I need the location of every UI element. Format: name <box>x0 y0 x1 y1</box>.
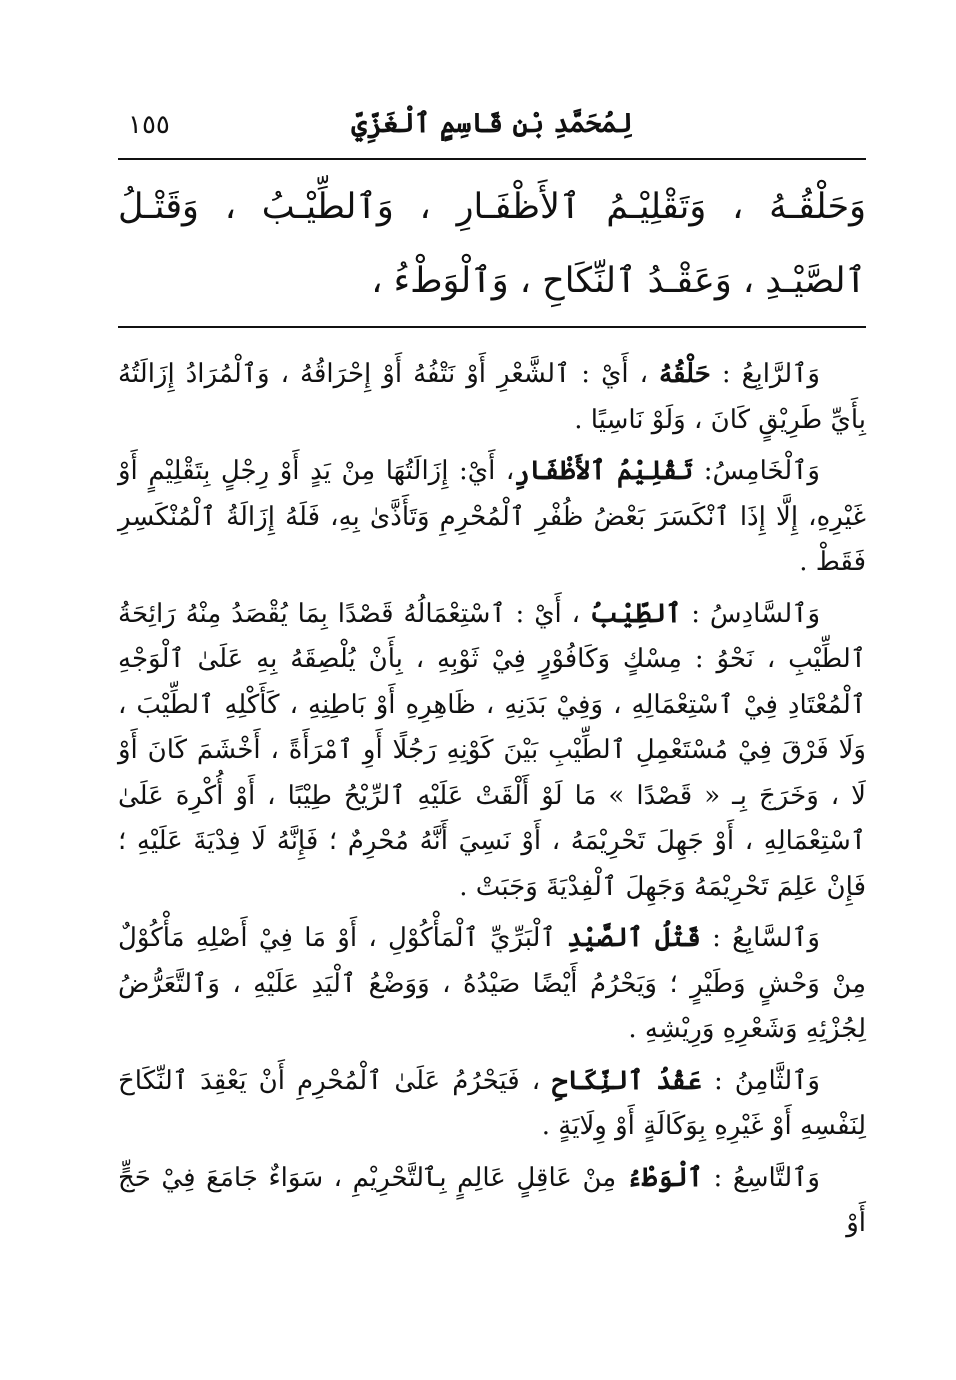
commentary-paragraph-fourth <box>118 352 866 443</box>
paragraph-term: ٱلطِّيْبُ <box>589 598 682 629</box>
header-rule <box>118 158 866 160</box>
paragraph-body: ، أَيْ : ٱلشَّعْرِ أَوْ نَتْفُهُ أَوْ إِحْرَاقُهُ ، وَٱلْمُرَادُ إِزَالَتُهُ بِأَيِّ طَرِيْقٍ كَانَ ، وَلَوْ نَاسِيًا . <box>118 359 866 435</box>
paragraph-term: حَلْقُهُ <box>659 359 711 389</box>
commentary-paragraph-seventh <box>118 916 866 1053</box>
paragraph-lead: وَٱلسَّادِسُ : <box>681 598 821 629</box>
running-header <box>118 100 866 156</box>
paragraph-body: ، أَيْ : ٱسْتِعْمَالُهُ قَصْدًا بِمَا يُقْصَدُ مِنْهُ رَائِحَةُ ٱلطِّيْبِ ، نَحْوُ : مِسْكٍ وَكَافُوْرٍ فِيْ ثَوْبِهِ ، بِأَنْ يُلْصِقَهُ بِهِ عَلَىٰ ٱلْوَجْهِ ٱلْمُعْتَادِ فِيْ ٱسْتِعْمَالِهِ ، وَفِيْ بَدَنِهِ ، ظَاهِرِهِ أَوْ بَاطِنِهِ ، كَأَكْلِهِ ٱلطِّيْبَ ، وَلَا فَرْقَ فِيْ مُسْتَعْمِلِ ٱلطِّيْبِ بَيْنَ كَوْنِهِ رَجُلًا أَوِ ٱمْرَأَةً ، أَخْشَمَ كَانَ أَوْ لَا ، وَخَرَجَ بِـ « قَصْدًا » مَا لَوْ أَلْقَتْ عَلَيْهِ ٱلرِّيْحُ طِيْبًا ، أَوْ أُكْرِهَ عَلَىٰ ٱسْتِعْمَالِهِ ، أَوْ جَهِلَ تَحْرِيْمَهُ ، أَوْ نَسِيَ أَنَّهُ مُحْرِمٌ ؛ فَإِنَّهُ لَا فِدْيَةَ عَلَيْهِ ؛ فَإِنْ عَلِمَ تَحْرِيْمَهُ وَجَهِلَ ٱلْفِدْيَةَ وَجَبَتْ . <box>118 598 866 902</box>
commentary-paragraph-fifth <box>118 449 866 586</box>
paragraph-body: ، فَيَحْرُمُ عَلَىٰ ٱلْمُحْرِمِ أَنْ يَعْقِدَ ٱلنِّكَاحَ لِنَفْسِهِ أَوْ غَيْرِهِ بِوَكَالَةٍ أَوْ وِلَايَةٍ . <box>118 1065 866 1141</box>
paragraph-lead: وَٱلتَّاسِعُ : <box>702 1162 820 1193</box>
paragraph-lead: وَٱلْخَامِسُ: <box>693 456 820 486</box>
paragraph-body: مِنْ عَاقِلٍ عَالِمٍ بِٱلتَّحْرِيْمِ ، سَوَاءٌ جَامَعَ فِيْ حَجٍّ أَوْ <box>118 1162 866 1238</box>
paragraph-lead: وَٱلرَّابِعُ : <box>710 359 820 389</box>
main-text: وَحَلْقُـهُ ، وَتَقْلِيْـمُ ٱلأَظْفَـارِ ، وَٱلطِّيْـبُ ، وَقَتْـلُ ٱلصَّيْـدِ ، وَعَقْـدُ ٱلنِّكَاحِ ، وَٱلْوَطْءُ ، <box>118 187 866 301</box>
commentary-paragraph-eighth <box>118 1059 866 1150</box>
separator-rule <box>118 326 866 328</box>
commentary-paragraph-ninth <box>118 1156 866 1247</box>
paragraph-body: ، أَيْ: إِزَالَتُهَا مِنْ يَدٍ أَوْ رِجْلٍ بِتَقْلِيْمٍ أَوْ غَيْرِهِ، إِلَّا إِذَا ٱنْكَسَرَ بَعْضُ ظُفْرِ ٱلْمُحْرِمِ وَتَأَذَّىٰ بِهِ، فَلَهُ إِزَالَةُ ٱلْمُنْكَسِرِ فَقَطْ . <box>118 456 866 577</box>
paragraph-lead: وَٱلسَّابِعُ : <box>700 923 820 953</box>
paragraph-term: تَقْلِيْمُ ٱلأَظْفَارِ <box>514 456 694 486</box>
page-number: ١٥٥ <box>128 110 170 140</box>
page-header-title: لِمُحَمَّدِ بْنِ قَاسِمٍ ٱلْغَزِّيِّ <box>351 108 633 139</box>
commentary-paragraph-sixth <box>118 592 866 911</box>
paragraph-lead: وَٱلثَّامِنُ : <box>702 1065 820 1096</box>
commentary <box>118 352 866 1253</box>
paragraph-term: عَقْدُ ٱلنِّكَاحِ <box>552 1065 703 1096</box>
paragraph-term: قَتْلُ ٱلصَّيْدِ <box>566 923 701 953</box>
paragraph-body: ٱلْبَرِّيِّ ٱلْمَأْكُوْلِ ، أَوْ مَا فِيْ أَصْلِهِ مَأْكُوْلٌ مِنْ وَحْشٍ وَطَيْرٍ ؛ وَيَحْرُمُ أَيْضًا صَيْدُهُ ، وَوَضْعُ ٱلْيَدِ عَلَيْهِ ، وَٱلتَّعَرُّضُ لِجُزْئِهِ وَشَعْرِهِ وَرِيْشِهِ . <box>118 923 866 1044</box>
paragraph-term: ٱلْوَطْءُ <box>626 1162 703 1193</box>
